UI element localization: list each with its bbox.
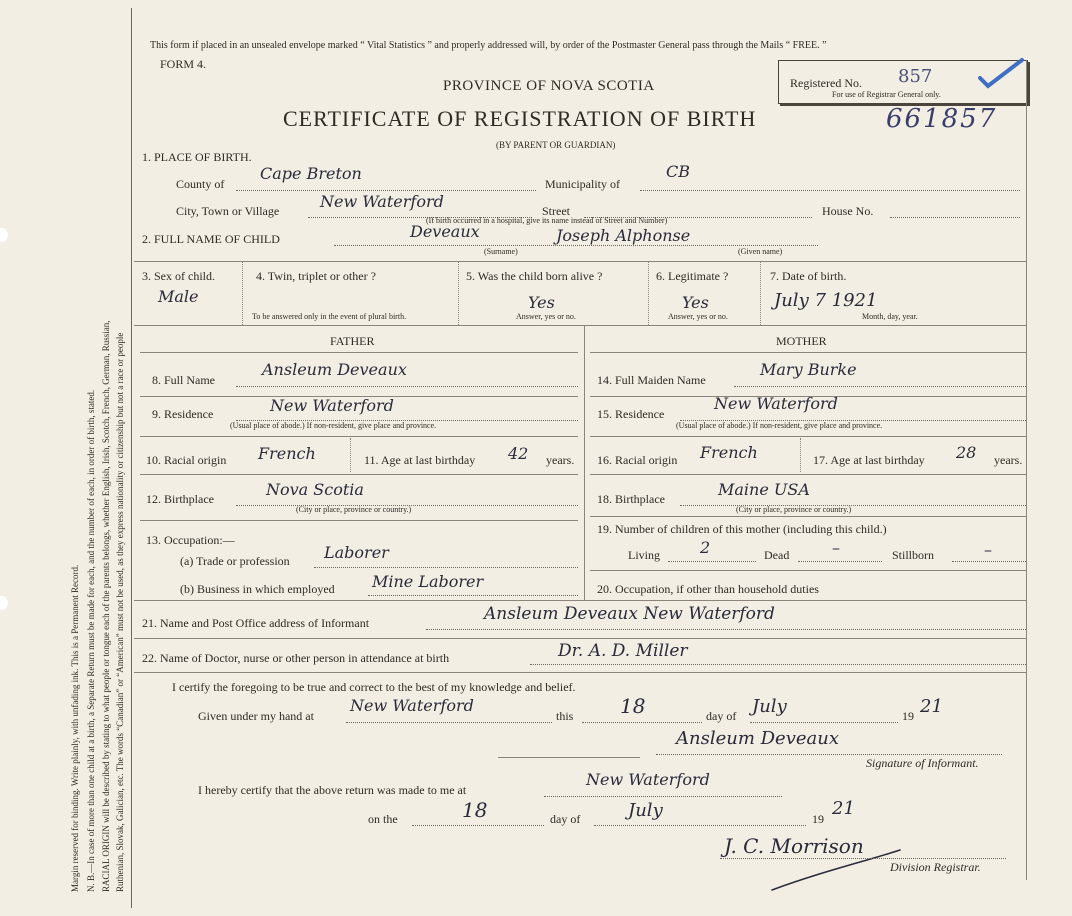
father-name-value: Ansleum Deveaux: [262, 360, 407, 379]
county-value: Cape Breton: [260, 164, 362, 183]
business-value: Mine Laborer: [372, 572, 484, 591]
mother-racial-value: French: [700, 443, 758, 462]
registrar-signature: J. C. Morrison: [724, 834, 864, 858]
occupation-label: 13. Occupation:—: [146, 533, 235, 547]
informant-label: 21. Name and Post Office address of Informant: [142, 616, 370, 630]
business-label: (b) Business in which employed: [180, 582, 335, 596]
date-note: Month, day, year.: [862, 312, 918, 321]
legitimate-label: 6. Legitimate ?: [656, 269, 729, 283]
informant-signature: Ansleum Deveaux: [676, 728, 840, 749]
this-label: this: [556, 709, 574, 723]
mother-name-value: Mary Burke: [760, 360, 857, 379]
alive-note: Answer, yes or no.: [516, 312, 576, 321]
father-age-label: 11. Age at last birthday: [364, 453, 476, 467]
date-label: 7. Date of birth.: [770, 269, 847, 283]
father-racial-label: 10. Racial origin: [146, 453, 227, 467]
given-month: July: [752, 696, 787, 717]
mother-name-label: 14. Full Maiden Name: [597, 373, 706, 387]
mother-age-value: 28: [956, 443, 977, 462]
given-day-label: day of: [706, 709, 737, 723]
living-label: Living: [628, 548, 660, 562]
father-birthplace-label: 12. Birthplace: [146, 492, 214, 506]
mother-birthplace-label: 18. Birthplace: [597, 492, 665, 506]
twin-label: 4. Twin, triplet or other ?: [256, 269, 376, 283]
given-day: 18: [620, 694, 646, 718]
living-value: 2: [700, 538, 711, 557]
legitimate-note: Answer, yes or no.: [668, 312, 728, 321]
certificate-subtitle: (BY PARENT OR GUARDIAN): [496, 140, 616, 150]
margin-note-nationality: Ruthenian, Slovak, Galician, etc. The words “Canadian” or “American” must not be used, as they express nationality or citizenship but not a race or people: [115, 332, 125, 892]
child-name-label: 2. FULL NAME OF CHILD: [142, 232, 280, 246]
registrar-general-note: For use of Registrar General only.: [832, 90, 941, 99]
father-years: years.: [546, 453, 575, 467]
registrar-year: 21: [832, 798, 855, 819]
registrar-on-label: on the: [368, 812, 398, 826]
certify-statement: I certify the foregoing to be true and correct to the best of my knowledge and belief.: [172, 680, 576, 694]
form-number: FORM 4.: [160, 57, 207, 71]
punch-hole: [0, 228, 8, 242]
municipality-value: CB: [666, 162, 690, 181]
place-heading: 1. PLACE OF BIRTH.: [142, 150, 252, 164]
trade-value: Laborer: [324, 543, 389, 562]
alive-value: Yes: [528, 293, 555, 312]
sex-label: 3. Sex of child.: [142, 269, 215, 283]
surname-note: (Surname): [484, 247, 518, 256]
signature-flourish: [760, 846, 910, 896]
mother-racial-label: 16. Racial origin: [597, 453, 678, 467]
mother-birthplace-note: (City or place, province or country.): [736, 505, 852, 514]
registrar-month: July: [628, 800, 663, 821]
sex-value: Male: [158, 287, 199, 306]
informant-value: Ansleum Deveaux New Waterford: [484, 604, 775, 624]
binding-margin-rule: [131, 8, 132, 908]
given-name-note: (Given name): [738, 247, 783, 256]
mother-age-label: 17. Age at last birthday: [813, 453, 925, 467]
postal-notice: This form if placed in an unsealed envelope marked “ Vital Statistics ” and properly addressed will, by order of the Postmaster General pass through the Mails “ FREE. ”: [150, 40, 827, 51]
certificate-title: CERTIFICATE OF REGISTRATION OF BIRTH: [283, 106, 757, 131]
mother-birthplace-value: Maine USA: [718, 480, 810, 499]
city-value: New Waterford: [320, 192, 444, 211]
given-label: Given under my hand at: [198, 709, 314, 723]
child-given-name: Joseph Alphonse: [556, 226, 691, 245]
registrar-day: 18: [462, 798, 488, 822]
children-count-label: 19. Number of children of this mother (including this child.): [597, 522, 887, 536]
dead-label: Dead: [764, 548, 790, 562]
given-place: New Waterford: [350, 696, 474, 715]
father-heading: FATHER: [330, 334, 375, 348]
checkmark-icon: [976, 56, 1026, 90]
mother-years: years.: [994, 453, 1023, 467]
mother-occupation-label: 20. Occupation, if other than household duties: [597, 582, 819, 596]
registered-number: 857: [898, 66, 933, 87]
registered-label: Registered No.: [790, 76, 862, 90]
trade-label: (a) Trade or profession: [180, 554, 290, 568]
punch-hole: [0, 596, 8, 610]
given-year: 21: [920, 696, 943, 717]
city-label: City, Town or Village: [176, 204, 280, 218]
street-label: Street: [542, 204, 570, 218]
father-name-label: 8. Full Name: [152, 373, 215, 387]
margin-note-racial-origin: RACIAL ORIGIN will be described by stating to what people or tongue each of the parents belongs, whether English, Irish, Scotch, French, German, Russian,: [101, 320, 111, 892]
twin-note: To be answered only in the event of plural birth.: [252, 312, 407, 321]
mother-residence-note: (Usual place of abode.) If non-resident, give place and province.: [676, 421, 883, 430]
municipality-label: Municipality of: [545, 177, 620, 191]
registrar-statement: I hereby certify that the above return was made to me at: [198, 783, 467, 797]
mother-residence-value: New Waterford: [714, 394, 838, 413]
given-year-prefix: 19: [902, 709, 914, 723]
registrar-day-label: day of: [550, 812, 581, 826]
father-birthplace-note: (City or place, province or country.): [296, 505, 412, 514]
mother-heading: MOTHER: [776, 334, 827, 348]
dead-value: –: [832, 538, 840, 557]
province-heading: PROVINCE OF NOVA SCOTIA: [443, 78, 655, 94]
father-birthplace-value: Nova Scotia: [266, 480, 364, 499]
father-residence-value: New Waterford: [270, 396, 394, 415]
child-surname: Deveaux: [410, 222, 480, 241]
father-residence-note: (Usual place of abode.) If non-resident, give place and province.: [230, 421, 437, 430]
house-label: House No.: [822, 204, 874, 218]
legitimate-value: Yes: [682, 293, 709, 312]
mother-residence-label: 15. Residence: [597, 407, 665, 421]
date-value: July 7 1921: [774, 290, 878, 311]
registrar-place: New Waterford: [586, 770, 710, 789]
stillborn-value: –: [984, 540, 992, 559]
margin-note-binding: Margin reserved for binding. Write plainly, with unfading ink. This is a Permanent Record.: [70, 564, 80, 892]
registrar-year-prefix: 19: [812, 812, 824, 826]
father-racial-value: French: [258, 444, 316, 463]
father-residence-label: 9. Residence: [152, 407, 214, 421]
margin-note-multiple-births: N. B.—In case of more than one child at a birth, a Separate Return must be made for each, and the number of each, in order of birth, stated.: [86, 389, 96, 892]
certificate-number: 661857: [886, 104, 998, 134]
hospital-note: (If birth occurred in a hospital, give its name instead of Street and Number): [426, 216, 668, 225]
doctor-value: Dr. A. D. Miller: [558, 641, 688, 661]
alive-label: 5. Was the child born alive ?: [466, 269, 603, 283]
informant-signature-caption: Signature of Informant.: [866, 756, 979, 770]
doctor-label: 22. Name of Doctor, nurse or other person in attendance at birth: [142, 651, 450, 665]
father-age-value: 42: [508, 444, 529, 463]
stillborn-label: Stillborn: [892, 548, 935, 562]
registrar-caption: Division Registrar.: [890, 860, 981, 874]
county-label: County of: [176, 177, 225, 191]
